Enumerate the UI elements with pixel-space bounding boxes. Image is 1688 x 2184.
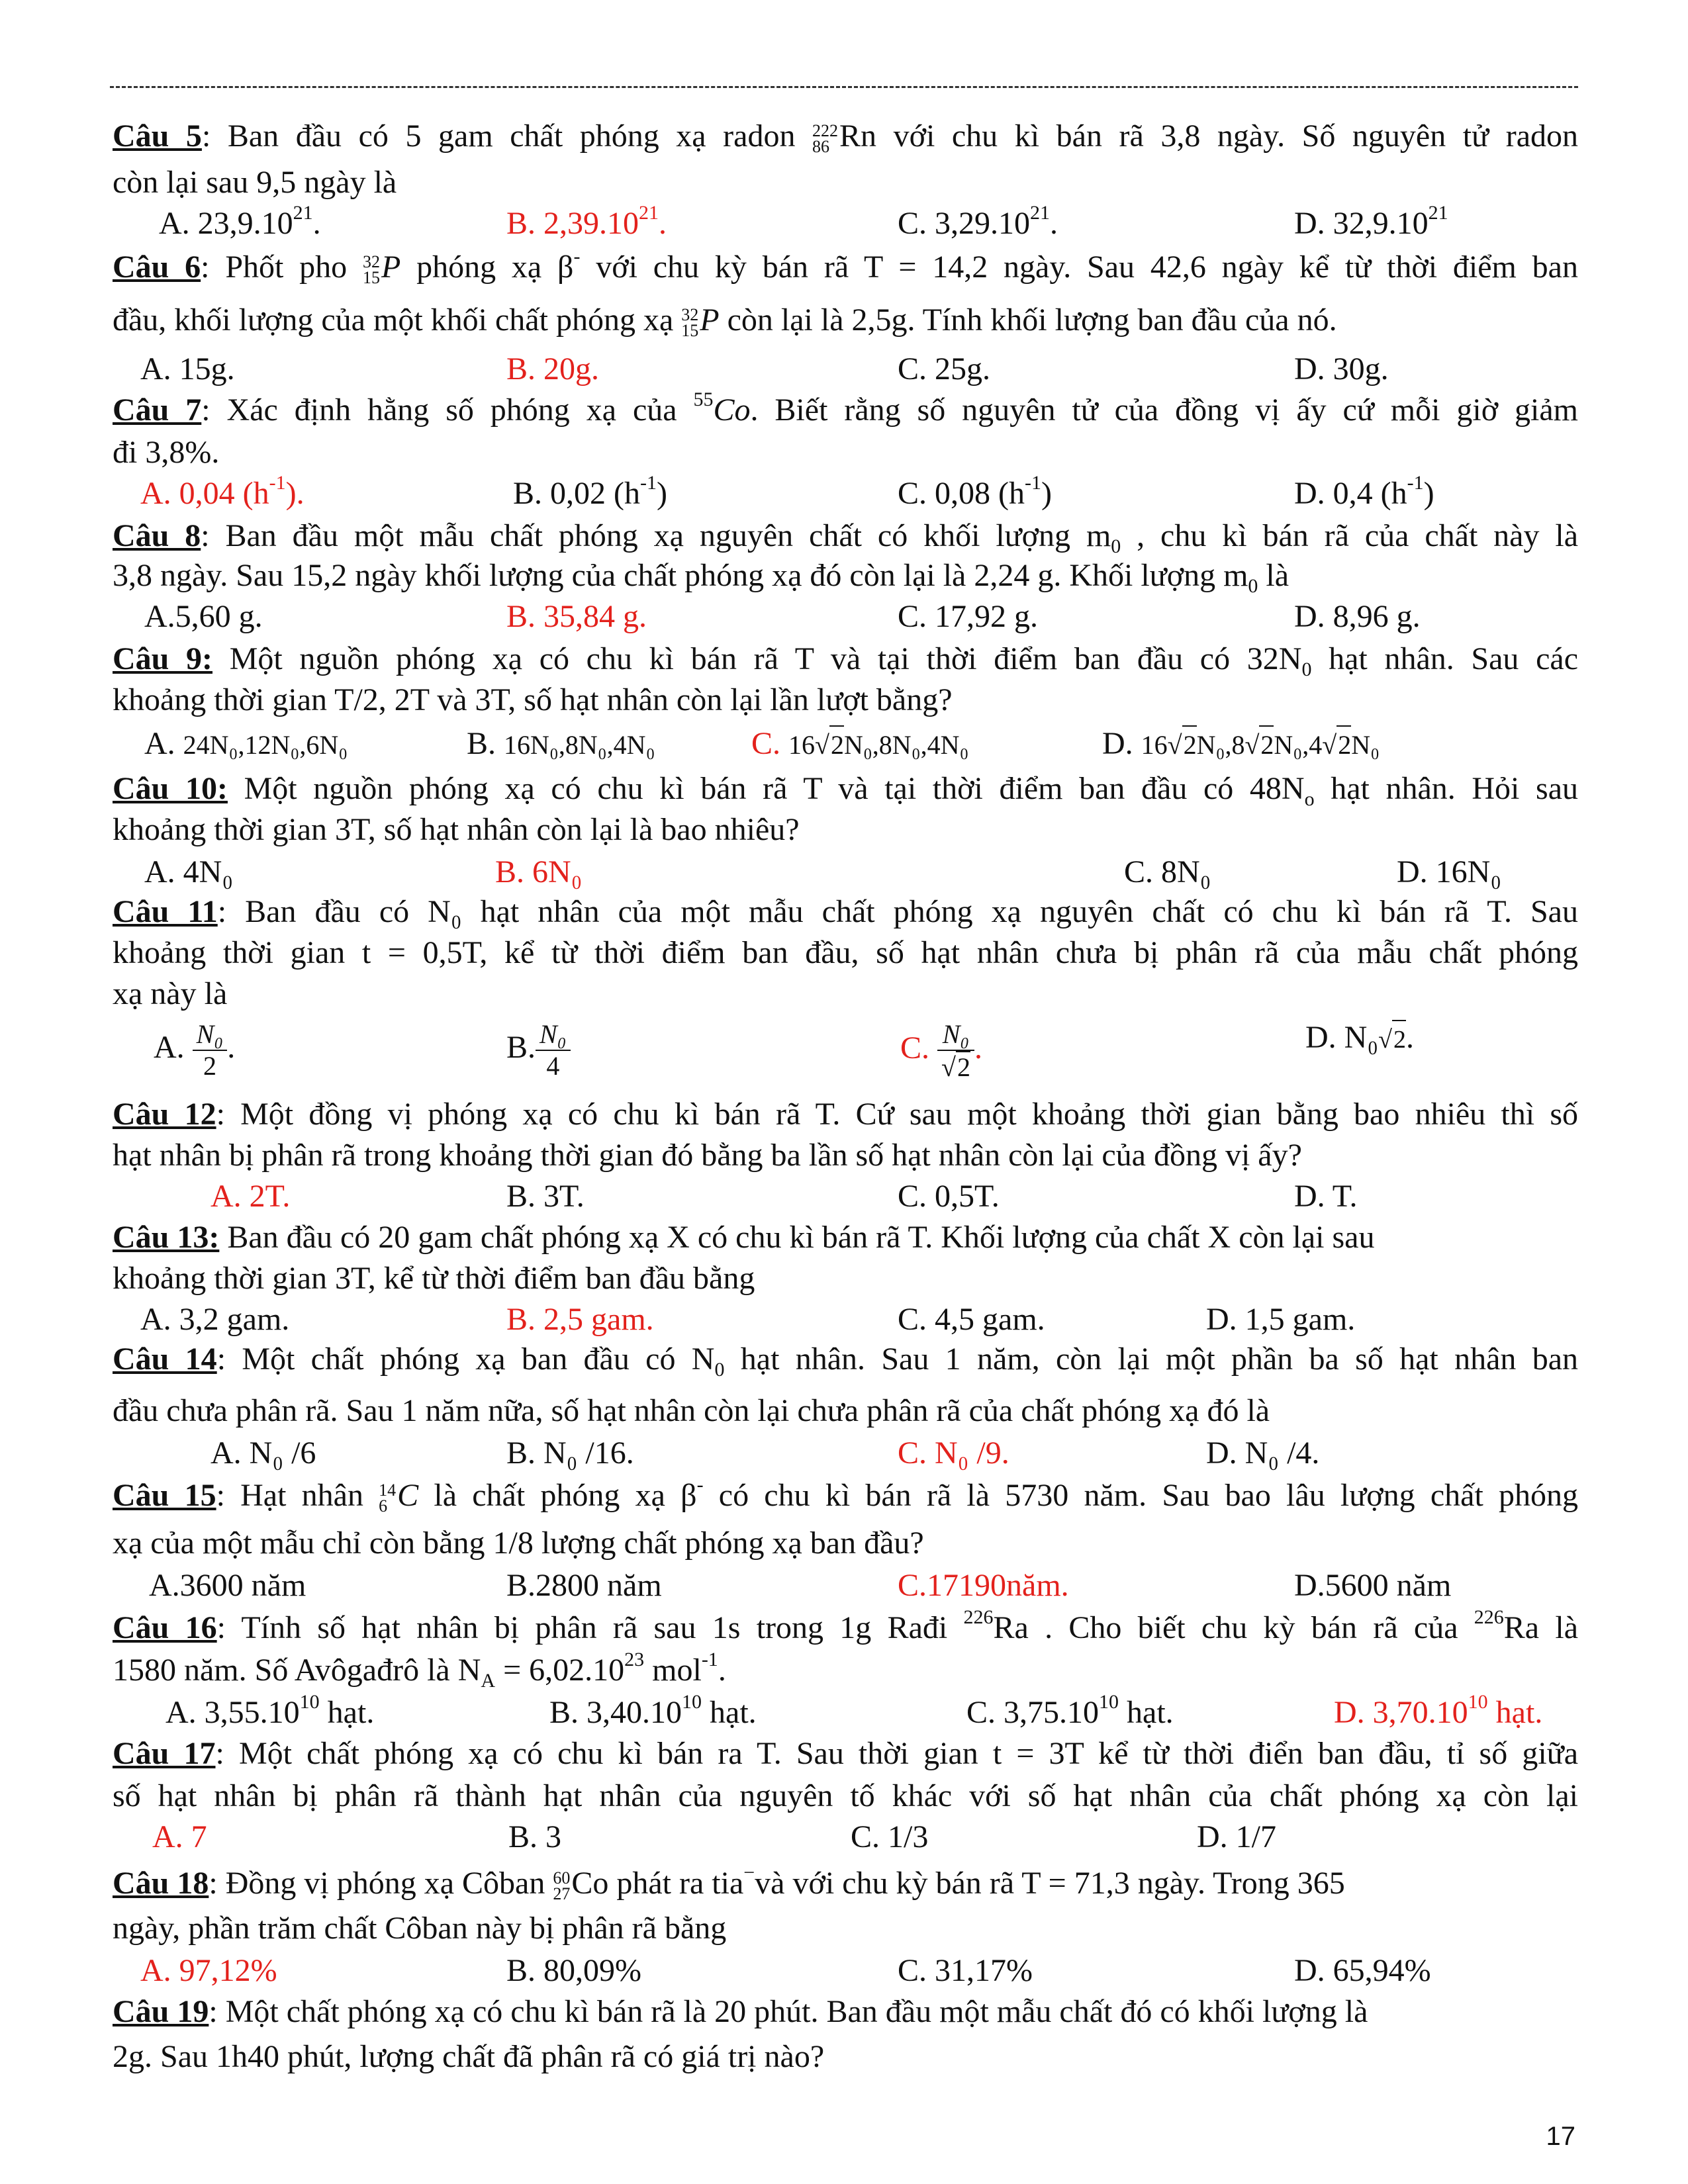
question-8-option-d: D. 8,96 g.: [1294, 599, 1421, 634]
question-10-option-b: B. 6N₀: [495, 854, 583, 889]
question-16-label: Câu 16: [113, 1610, 217, 1645]
question-18-option-d: D. 65,94%: [1294, 1953, 1431, 1988]
question-9-line-2: khoảng thời gian T/2, 2T và 3T, số hạt nhân còn lại lần lượt bằng?: [113, 682, 953, 717]
question-6-option-a: A. 15g.: [140, 351, 235, 387]
question-16-option-b: B. 3,40.10$^{10}$ hạt.: [549, 1691, 757, 1730]
question-5-line-2: còn lại sau 9,5 ngày là: [113, 165, 397, 200]
question-8-option-c: C. 17,92 g.: [898, 599, 1039, 634]
question-11-option-a: A. $\frac{\text{N₀}}{2}$ .: [154, 1019, 236, 1081]
question-15-option-b: B.2800 năm: [506, 1568, 662, 1603]
radon-nuclide: 222 86: [812, 120, 839, 156]
question-6-option-b: B. 20g.: [506, 351, 600, 387]
question-17-line-1: Câu 17: Một chất phóng xạ có chu kì bán ra T. Sau thời gian t = 3T kể từ thời điển ban đầu, tỉ số giữa: [113, 1736, 1578, 1771]
question-17-option-a: A. 7: [152, 1819, 207, 1854]
question-18-line-2: ngày, phần trăm chất Côban này bị phân rã bằng: [113, 1911, 727, 1946]
question-7-line-1: Câu 7: Xác định hằng số phóng xạ của $^{55}$Co. Biết rằng số nguyên tử của đồng vị ấy cứ mỗi giờ giảm: [113, 388, 1579, 428]
question-9-option-a: A. 24N₀,12N₀,6N₀: [144, 726, 348, 761]
question-16-line-1: Câu 16: Tính số hạt nhân bị phân rã sau 1s trong 1g Rađi $^{226}$Ra . Cho biết chu kỳ bán rã của $^{226}$Ra là: [113, 1606, 1579, 1645]
question-12-line-2: hạt nhân bị phân rã trong khoảng thời gian đó bằng ba lần số hạt nhân còn lại của đồng vị ấy?: [113, 1138, 1302, 1173]
question-17-option-c: C. 1/3: [851, 1819, 929, 1854]
question-6-option-d: D. 30g.: [1294, 351, 1389, 387]
question-17-option-b: B. 3: [508, 1819, 562, 1854]
question-15-line-1: Câu 15: Hạt nhân 14 6 C là chất phóng xạ β- có chu kì bán rã là 5730 năm. Sau bao lâu lượng chất phóng: [113, 1474, 1579, 1516]
question-13-option-a: A. 3,2 gam.: [140, 1302, 290, 1337]
question-5-option-d: D. 32,9.10$^{21}$: [1294, 202, 1448, 241]
question-5-option-c: C. 3,29.10$^{21}$.: [898, 202, 1058, 241]
question-9-option-c: C. 16√2N₀,8N₀,4N₀: [751, 725, 968, 764]
question-15-option-d: D.5600 năm: [1294, 1568, 1452, 1603]
question-11-option-b: B. $\frac{\text{N₀}}{4}$: [506, 1019, 571, 1081]
question-10-line-1: Câu 10: Một nguồn phóng xạ có chu kì bán rã T và tại thời điểm ban đầu có $48N_o$ hạt nhân. Hỏi sau: [113, 771, 1578, 810]
question-8-line-1: Câu 8: Ban đầu một mẫu chất phóng xạ nguyên chất có khối lượng $m_0$ , chu kì bán rã của chất này là: [113, 518, 1579, 557]
phosphorus-nuclide-2: 32 15: [681, 304, 699, 340]
question-10-label: Câu 10:: [113, 771, 228, 806]
question-12-option-c: C. 0,5T.: [898, 1179, 1000, 1214]
question-8-option-b: B. 35,84 g.: [506, 599, 647, 634]
question-12-option-d: D. T.: [1294, 1179, 1358, 1214]
question-7-label: Câu 7: [113, 392, 202, 428]
question-18-label: Câu 18: [113, 1866, 209, 1901]
question-16-option-c: C. 3,75.10$^{10}$ hạt.: [966, 1691, 1174, 1730]
question-13-label: Câu 13:: [113, 1220, 220, 1255]
question-13-option-b: B. 2,5 gam.: [506, 1302, 654, 1337]
question-13-line-1: Câu 13: Ban đầu có 20 gam chất phóng xạ X có chu kì bán rã T. Khối lượng của chất X còn lại sau: [113, 1220, 1375, 1255]
question-14-option-a: A. N₀ /6: [211, 1435, 316, 1471]
question-17-option-d: D. 1/7: [1197, 1819, 1276, 1854]
question-7-option-a: A. 0,04 $(h^{-1})$.: [140, 472, 305, 511]
question-8-option-a: A.5,60 g.: [144, 599, 263, 634]
phosphorus-nuclide: 32 15: [362, 251, 380, 287]
question-10-line-2: khoảng thời gian 3T, số hạt nhân còn lại là bao nhiêu?: [113, 812, 800, 847]
question-15-option-c: C.17190năm.: [898, 1568, 1069, 1603]
question-12-option-a: A. 2T.: [211, 1179, 291, 1214]
question-18-option-c: C. 31,17%: [898, 1953, 1033, 1988]
question-18-option-a: A. 97,12%: [140, 1953, 277, 1988]
question-19-label: Câu 19: [113, 1994, 209, 2029]
cobalt-nuclide: 60 27: [553, 1868, 571, 1903]
question-16-option-d: D. 3,70.10$^{10}$ hạt.: [1334, 1691, 1543, 1730]
question-5-line-1: Câu 5: Ban đầu có 5 gam chất phóng xạ radon 222 86 Rn với chu kì bán rã 3,8 ngày. Số nguyên tử radon: [113, 118, 1579, 156]
question-10-option-d: D. 16N₀: [1397, 854, 1502, 889]
question-14-option-b: B. N₀ /16.: [506, 1435, 634, 1471]
question-6-line-1: Câu 6: Phốt pho 32 15 P phóng xạ β- với chu kỳ bán rã T = 14,2 ngày. Sau 42,6 ngày kể từ thời điểm ban: [113, 246, 1578, 287]
question-14-option-d: D. N₀ /4.: [1206, 1435, 1320, 1471]
question-15-option-a: A.3600 năm: [149, 1568, 306, 1603]
question-16-option-a: A. 3,55.10$^{10}$ hạt.: [165, 1691, 375, 1730]
question-5-option-a: A. 23,9.10$^{21}$.: [159, 202, 321, 241]
question-13-option-d: D. 1,5 gam.: [1206, 1302, 1356, 1337]
page-number: 17: [1546, 2122, 1575, 2151]
question-7-option-d: D. 0,4 $(h^{-1})$: [1294, 472, 1434, 511]
separator-dashed-line: [110, 86, 1578, 88]
question-8-label: Câu 8: [113, 518, 201, 553]
question-11-line-3: xạ này là: [113, 976, 228, 1011]
question-14-line-1: Câu 14: Một chất phóng xạ ban đầu có $N_0$ hạt nhân. Sau 1 năm, còn lại một phần ba số hạt nhân ban: [113, 1342, 1579, 1381]
question-14-label: Câu 14: [113, 1342, 217, 1377]
question-6-line-2: đầu, khối lượng của một khối chất phóng xạ 32 15 P còn lại là 2,5g. Tính khối lượng ban đầu của nó.: [113, 302, 1337, 340]
question-15-label: Câu 15: [113, 1478, 216, 1513]
question-11-option-c: C. $\frac{\text{N₀}}{√2}$ .: [900, 1019, 982, 1082]
question-9-option-b: B. 16N₀,8N₀,4N₀: [467, 726, 655, 761]
question-13-line-2: khoảng thời gian 3T, kể từ thời điểm ban đầu bằng: [113, 1261, 755, 1296]
question-15-line-2: xạ của một mẫu chỉ còn bằng 1/8 lượng chất phóng xạ ban đầu?: [113, 1525, 924, 1561]
question-11-line-2: khoảng thời gian t = 0,5T, kể từ thời điểm ban đầu, số hạt nhân chưa bị phân rã của mẫu chất phóng: [113, 935, 1578, 970]
question-12-option-b: B. 3T.: [506, 1179, 585, 1214]
question-18-line-1: Câu 18: Đồng vị phóng xạ Côban 60 27 Co phát ra tia−và với chu kỳ bán rã T = 71,3 ngày. Trong 365: [113, 1862, 1345, 1903]
question-6-label: Câu 6: [113, 250, 201, 285]
question-9-option-d: D. 16√2N₀,8√2N₀,4√2N₀: [1102, 725, 1380, 764]
question-10-option-c: C. 8N₀: [1124, 854, 1211, 889]
question-6-option-c: C. 25g.: [898, 351, 991, 387]
question-19-line-2: 2g. Sau 1h40 phút, lượng chất đã phân rã có giá trị nào?: [113, 2039, 825, 2074]
question-12-label: Câu 12: [113, 1097, 216, 1132]
question-5-option-b: B. 2,39.10$^{21}$.: [506, 202, 667, 241]
question-10-option-a: A. 4N₀: [144, 854, 234, 889]
question-13-option-c: C. 4,5 gam.: [898, 1302, 1045, 1337]
question-9-label: Câu 9:: [113, 641, 213, 676]
question-18-option-b: B. 80,09%: [506, 1953, 641, 1988]
question-12-line-1: Câu 12: Một đồng vị phóng xạ có chu kì bán rã T. Cứ sau một khoảng thời gian bằng bao nhiêu thì số: [113, 1097, 1578, 1132]
question-11-label: Câu 11: [113, 894, 218, 929]
question-14-option-c: C. N₀ /9.: [898, 1435, 1009, 1471]
carbon-nuclide: 14 6: [379, 1480, 397, 1516]
question-11-line-1: Câu 11: Ban đầu có N₀ hạt nhân của một mẫu chất phóng xạ nguyên chất có chu kì bán rã T. Sau: [113, 894, 1578, 929]
question-7-line-2: đi 3,8%.: [113, 435, 220, 470]
question-19-line-1: Câu 19: Một chất phóng xạ có chu kì bán rã là 20 phút. Ban đầu một mẫu chất đó có khối lượng là: [113, 1994, 1368, 2029]
question-17-label: Câu 17: [113, 1736, 216, 1771]
question-7-option-c: C. 0,08 $(h^{-1})$: [898, 472, 1052, 511]
question-8-line-2: 3,8 ngày. Sau 15,2 ngày khối lượng của chất phóng xạ đó còn lại là 2,24 g. Khối lượng $m_0$ là: [113, 558, 1289, 597]
question-7-option-b: B. 0,02 $(h^{-1})$: [513, 472, 667, 511]
question-16-line-2: 1580 năm. Số Avôgađrô là $N_A = 6,02.10^{23}$ mol$^{-1}$.: [113, 1649, 726, 1692]
question-11-option-d: D. N₀√2.: [1305, 1019, 1414, 1058]
question-5-label: Câu 5: [113, 118, 202, 154]
question-17-line-2: số hạt nhân bị phân rã thành hạt nhân của nguyên tố khác với số hạt nhân của chất phóng xạ còn lại: [113, 1778, 1578, 1813]
question-9-line-1: Câu 9: Một nguồn phóng xạ có chu kì bán rã T và tại thời điểm ban đầu có $32N_0$ hạt nhân. Sau các: [113, 641, 1578, 680]
question-14-line-2: đầu chưa phân rã. Sau 1 năm nữa, số hạt nhân còn lại chưa phân rã của chất phóng xạ đó là: [113, 1393, 1270, 1428]
